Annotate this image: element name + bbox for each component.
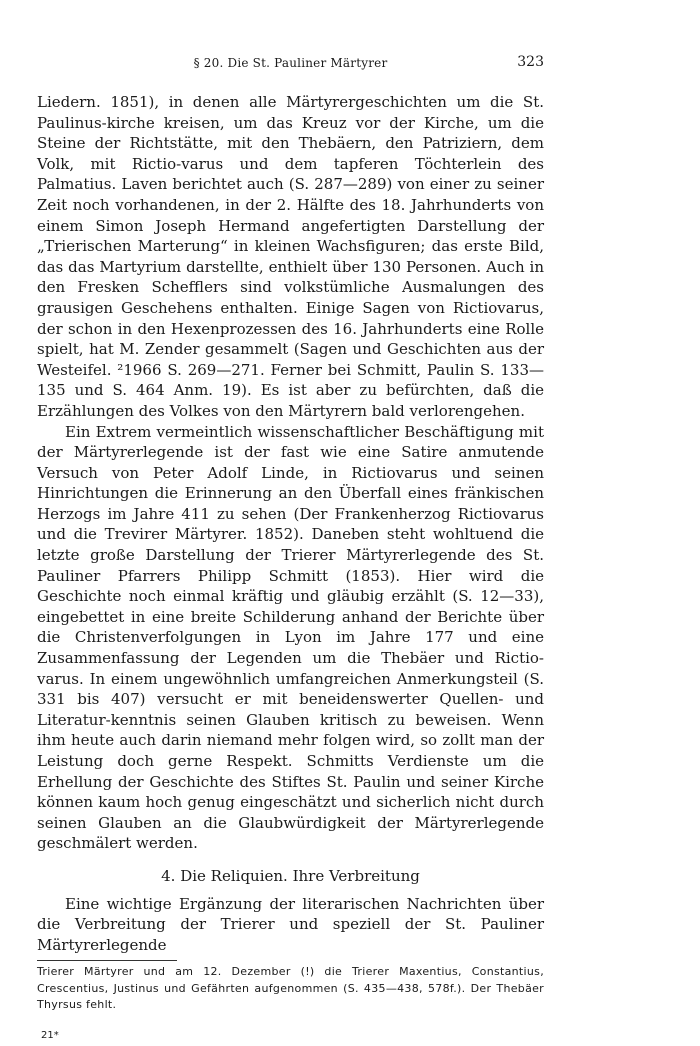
footnote: Trierer Märtyrer und am 12. Dezember (!) die Trierer Maxentius, Constantius, Crescentius, Justinus und Gefährten aufgenommen (S. 435—438, 578f.). Der Thebäer Thyrsus fehlt. [37,965,544,1012]
paragraph-reliquien: Eine wichtige Ergänzung der literarischen Nachrichten über die Verbreitung der Trierer und speziell der St. Pauliner Märtyrerlegende [37,894,544,954]
page-number: 323 [517,54,544,70]
running-title: § 20. Die St. Pauliner Märtyrer [193,56,388,70]
running-head [37,52,544,76]
paragraph-linde-schmitt: Ein Extrem vermeintlich wissenschaftlicher Beschäftigung mit der Märtyrerlegende ist der fast wie eine Satire anmutende Versuch von Peter Adolf Linde, in Rictiovarus und seinen Hinrichtungen die Erinnerung an den Überfall eines fränkischen Herzogs im Jahre 411 zu sehen (Der Frankenherzog Rictiovarus und die Trevirer Märtyrer. 1852). Daneben steht wohltuend die letzte große Darstellung der Trierer Märtyrerlegende des St. Pauliner Pfarrers Philipp Schmitt (1853). Hier wird die Geschichte noch einmal kräftig und gläubig erzählt (S. 12—33), eingebettet in eine breite Schilderung anhand der Berichte über die Christenverfolgungen in Lyon im Jahre 177 und eine Zusammenfassung der Legenden um die Thebäer und Rictio-varus. In einem ungewöhnlich umfangreichen Anmerkungsteil (S. 331 bis 407) versucht er mit beneidenswerter Quellen- und Literatur-kenntnis seinen Glauben kritisch zu beweisen. Wenn ihm heute auch darin niemand mehr folgen wird, so zollt man der Leistung doch gerne Respekt. Schmitts Verdienste um die Erhellung der Geschichte des Stiftes St. Paulin und seiner Kirche können kaum hoch genug eingeschätzt und sicherlich nicht durch seinen Glauben an die Glaubwürdigkeit der Märtyrerlegende geschmälert werden. [37,422,544,853]
section-heading: 4. Die Reliquien. Ihre Verbreitung [161,866,420,885]
book-page [37,52,544,1046]
paragraph-continued: Liedern. 1851), in denen alle Märtyrergeschichten um die St. Paulinus-kirche kreisen, um das Kreuz vor der Kirche, um die Steine der Richtstätte, mit den Thebäern, den Patriziern, dem Volk, mit Rictio-varus und dem tapferen Töchterlein des Palmatius. Laven berichtet auch (S. 287—289) von einer zu seiner Zeit noch vorhandenen, in der 2. Hälfte des 18. Jahrhunderts von einem Simon Joseph Hermand angefertigten Darstellung der „Trierischen Marterung“ in kleinen Wachsfiguren; das erste Bild, das das Martyrium darstellte, enthielt über 130 Personen. Auch in den Fresken Schefflers sind volkstümliche Ausmalungen des grausigen Geschehens enthalten. Einige Sagen von Rictiovarus, der schon in den Hexenprozessen des 16. Jahrhunderts eine Rolle spielt, hat M. Zender gesammelt (Sagen und Geschichten aus der Westeifel. ²1966 S. 269—271. Ferner bei Schmitt, Paulin S. 133—135 und S. 464 Anm. 19). Es ist aber zu befürchten, daß die Erzählungen des Volkes von den Märtyrern bald verlorengehen. [37,93,544,420]
body-text [37,92,544,1046]
printer-signature-mark: 21* [41,1029,59,1041]
footnote-divider [37,960,177,961]
